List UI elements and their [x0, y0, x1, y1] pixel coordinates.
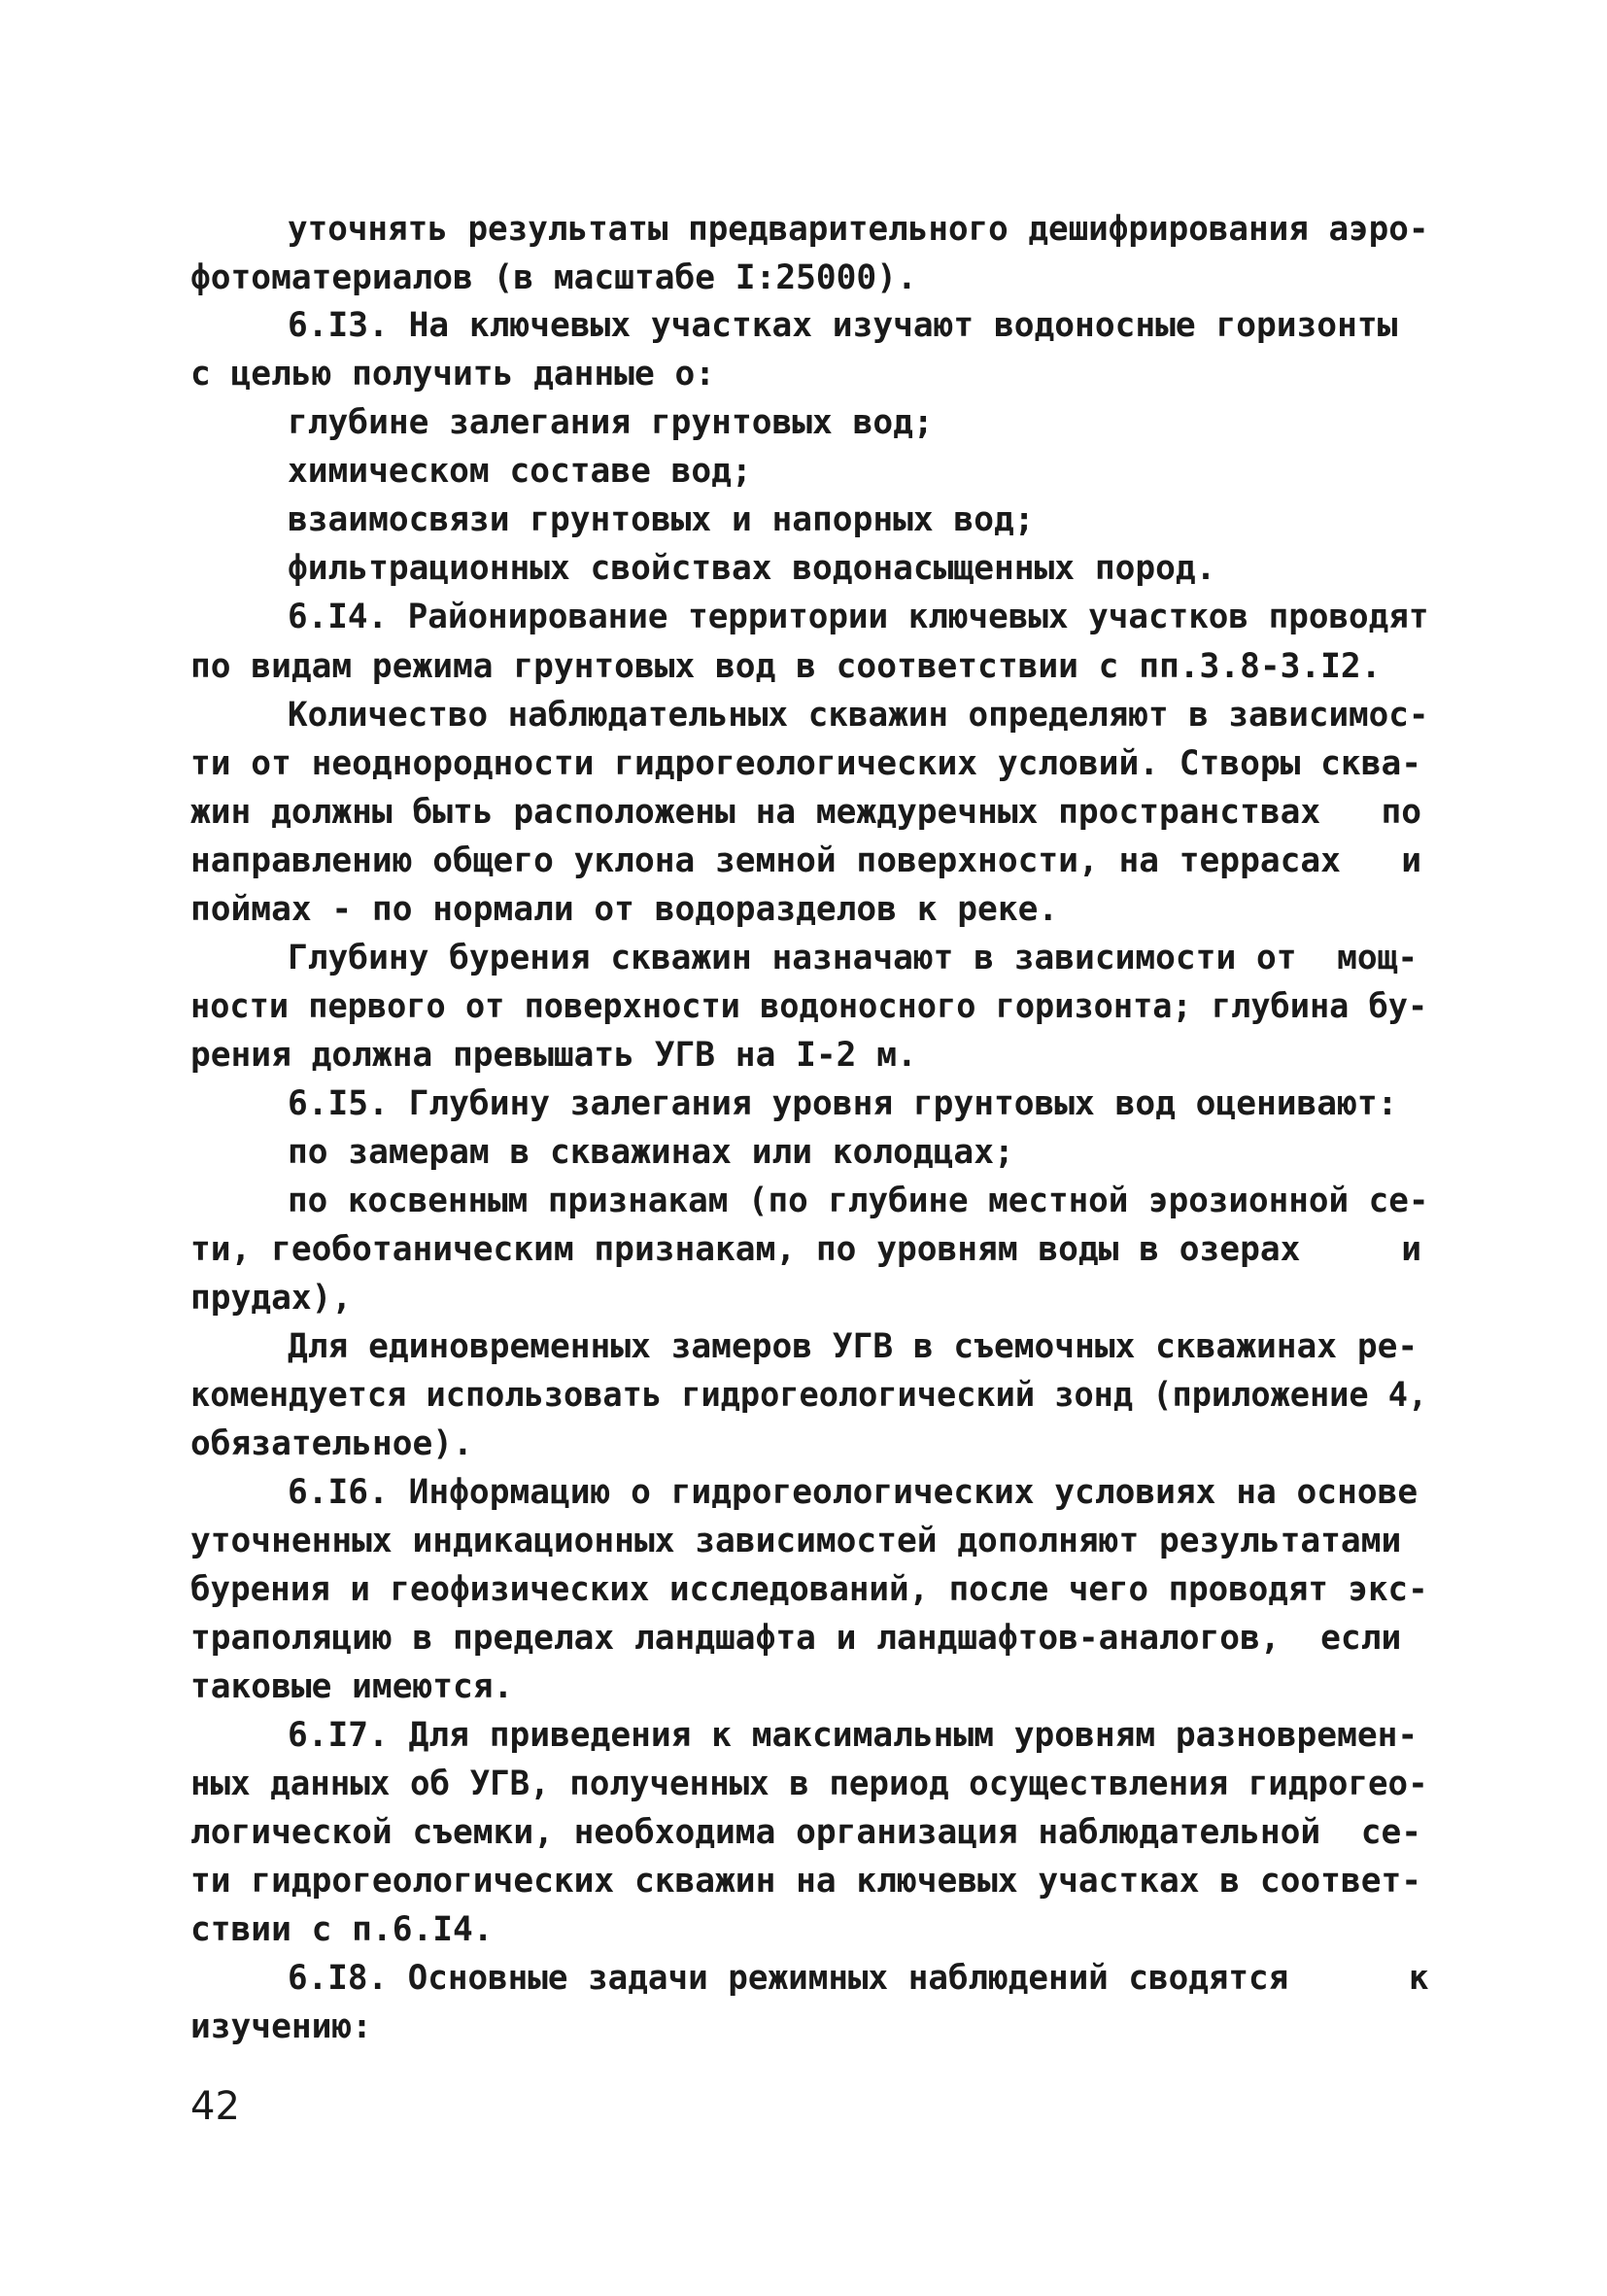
- text-line: ти от неоднородности гидрогеологических условий. Створы сква-: [190, 744, 1422, 783]
- text-line: по видам режима грунтовых вод в соответствии с пп.3.8-3.I2.: [190, 647, 1382, 686]
- text-line: 6.I5. Глубину залегания уровня грунтовых вод оценивают:: [288, 1084, 1398, 1123]
- text-line: глубине залегания грунтовых вод;: [288, 403, 934, 442]
- text-line: уточненных индикационных зависимостей дополняют результатами: [190, 1522, 1402, 1560]
- text-line: ствии с п.6.I4.: [190, 1910, 494, 1949]
- text-line: жин должны быть расположены на междуречных пространствах по: [190, 793, 1422, 832]
- text-line: с целью получить данные о:: [190, 355, 716, 394]
- text-line: фильтрационных свойствах водонасыщенных пород.: [288, 549, 1216, 588]
- text-line: комендуется использовать гидрогеологический зонд (приложение 4,: [190, 1376, 1428, 1415]
- text-line: 6.I7. Для приведения к максимальным уровням разновремен-: [288, 1716, 1419, 1755]
- text-line: изучению:: [190, 2007, 372, 2046]
- text-line: по замерам в скважинах или колодцах;: [288, 1133, 1014, 1172]
- text-line: 6.I3. На ключевых участках изучают водоносные горизонты: [288, 306, 1398, 345]
- text-line: ти гидрогеологических скважин на ключевых участках в соответ-: [190, 1862, 1422, 1901]
- text-line: логической съемки, необходима организация наблюдательной се-: [190, 1813, 1422, 1852]
- text-line: Для единовременных замеров УГВ в съемочных скважинах ре-: [288, 1327, 1419, 1366]
- text-line: фотоматериалов (в масштабе I:25000).: [190, 258, 917, 297]
- text-line: поймах - по нормали от водоразделов к реке.: [190, 890, 1059, 929]
- text-line: уточнять результаты предварительного дешифрирования аэро-: [288, 210, 1429, 249]
- text-line: траполяцию в пределах ландшафта и ландшафтов-аналогов, если: [190, 1619, 1402, 1658]
- text-line: обязательное).: [190, 1424, 473, 1463]
- text-line: ти, геоботаническим признакам, по уровням воды в озерах и: [190, 1230, 1422, 1269]
- text-line: взаимосвязи грунтовых и напорных вод;: [288, 500, 1035, 539]
- text-line: ных данных об УГВ, полученных в период осуществления гидрогео-: [190, 1765, 1428, 1803]
- text-line: ности первого от поверхности водоносного горизонта; глубина бу-: [190, 987, 1428, 1026]
- text-line: прудах),: [190, 1279, 353, 1318]
- page-number: 42: [190, 2084, 240, 2129]
- text-line: таковые имеются.: [190, 1667, 514, 1706]
- text-line: направлению общего уклона земной поверхности, на террасах и: [190, 841, 1422, 880]
- text-line: 6.I8. Основные задачи режимных наблюдений сводятся к: [288, 1959, 1429, 1998]
- text-line: по косвенным признакам (по глубине местной эрозионной се-: [288, 1182, 1429, 1220]
- text-line: 6.I6. Информацию о гидрогеологических условиях на основе: [288, 1473, 1419, 1512]
- text-line: бурения и геофизических исследований, после чего проводят экс-: [190, 1570, 1428, 1609]
- text-line: рения должна превышать УГВ на I-2 м.: [190, 1036, 917, 1075]
- text-line: химическом составе вод;: [288, 452, 752, 491]
- text-line: Количество наблюдательных скважин определяют в зависимос-: [288, 696, 1429, 735]
- text-line: Глубину бурения скважин назначают в зависимости от мощ-: [288, 939, 1419, 977]
- text-line: 6.I4. Районирование территории ключевых участков проводят: [288, 598, 1429, 636]
